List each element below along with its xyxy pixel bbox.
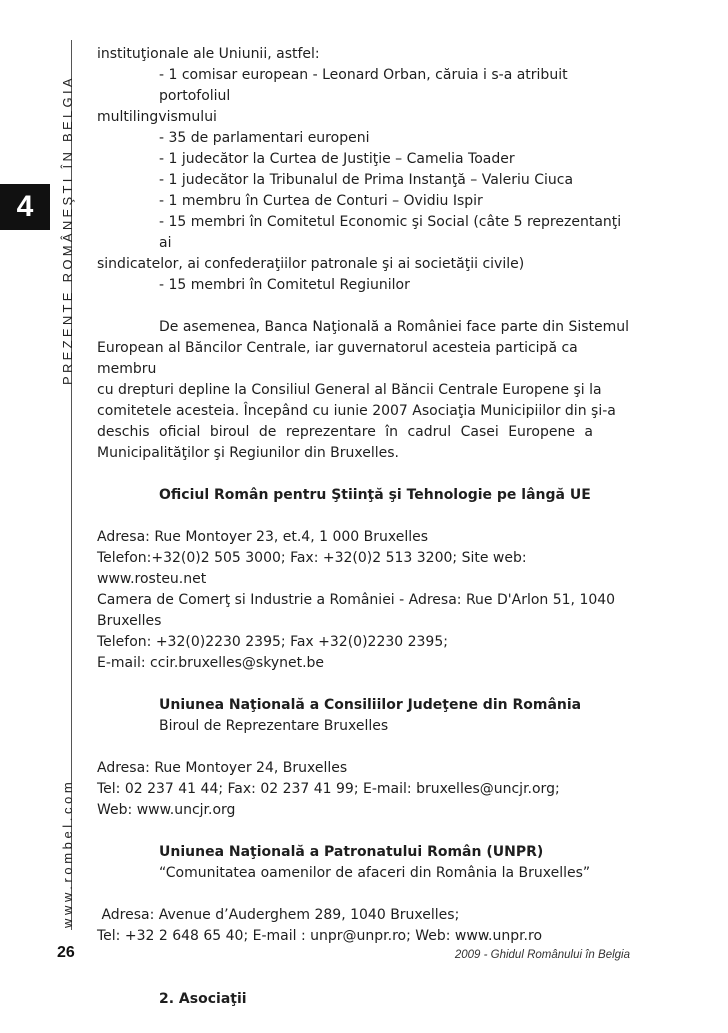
- sidebar-website: www.rombel.com: [60, 778, 75, 928]
- list-item: - 35 de parlamentari europeni: [159, 130, 370, 146]
- body-line: multilingvismului: [97, 109, 217, 125]
- contact-line: E-mail: ccir.bruxelles@skynet.be: [97, 655, 325, 671]
- contact-line: Web: www.uncjr.org: [97, 802, 236, 818]
- page-body: [97, 44, 631, 1010]
- running-footer-title: 2009 - Ghidul Românului în Belgia: [454, 949, 630, 961]
- section-heading: Oficiul Român pentru Ştiinţă şi Tehnologie pe lângă UE: [159, 487, 591, 503]
- body-line: instituţionale ale Uniunii, astfel:: [97, 46, 320, 62]
- list-item: - 1 comisar european - Leonard Orban, căruia i s-a atribuit portofoliul: [159, 67, 568, 104]
- contact-line: Tel: 02 237 41 44; Fax: 02 237 41 99; E-mail: bruxelles@uncjr.org;: [97, 781, 560, 797]
- spacer: [97, 884, 631, 905]
- spacer: [97, 737, 631, 758]
- paragraph-line: De asemenea, Banca Naţională a României face parte din Sistemul: [159, 319, 630, 335]
- section-heading: Uniunea Naţională a Consiliilor Judeţene din România: [159, 697, 582, 713]
- list-item: - 1 membru în Curtea de Conturi – Ovidiu Ispir: [159, 193, 483, 209]
- contact-line: Adresa: Rue Montoyer 24, Bruxelles: [97, 760, 348, 776]
- section-heading: 2. Asociaţii: [159, 991, 247, 1007]
- contact-line: Telefon:+32(0)2 505 3000; Fax: +32(0)2 513 3200; Site web: www.rosteu.net: [97, 550, 527, 587]
- list-item: - 1 judecător la Curtea de Justiţie – Camelia Toader: [159, 151, 515, 167]
- spacer: [97, 464, 631, 485]
- paragraph-line: Municipalităţilor şi Regiunilor din Bruxelles.: [97, 445, 400, 461]
- list-item: - 15 membri în Comitetul Economic şi Social (câte 5 reprezentanţi ai: [159, 214, 622, 251]
- contact-line: Bruxelles: [97, 613, 162, 629]
- contact-line: Adresa: Rue Montoyer 23, et.4, 1 000 Bruxelles: [97, 529, 429, 545]
- section-subheading: Biroul de Reprezentare Bruxelles: [159, 718, 389, 734]
- contact-line: Adresa: Avenue d’Auderghem 289, 1040 Bruxelles;: [97, 907, 460, 923]
- spacer: [97, 674, 631, 695]
- spacer: [97, 968, 631, 989]
- paragraph-line: comitetele acesteia. Începând cu iunie 2007 Asociaţia Municipiilor din şi-a: [97, 403, 616, 419]
- paragraph-line: deschis oficial biroul de reprezentare în cadrul Casei Europene a: [97, 424, 593, 440]
- contact-line: Camera de Comerţ si Industrie a României - Adresa: Rue D'Arlon 51, 1040: [97, 592, 616, 608]
- paragraph-line: European al Băncilor Centrale, iar guvernatorul acesteia participă ca membru: [97, 340, 578, 377]
- list-item: - 1 judecător la Tribunalul de Prima Instanţă – Valeriu Ciuca: [159, 172, 574, 188]
- chapter-number-tab: 4: [0, 184, 50, 230]
- sidebar-section-title: PREZENTE ROMÂNEŞTI ÎN BELGIA: [60, 75, 75, 385]
- page-number: 26: [57, 944, 75, 961]
- paragraph-line: cu drepturi depline la Consiliul General al Băncii Centrale Europene şi la: [97, 382, 602, 398]
- contact-line: Tel: +32 2 648 65 40; E-mail : unpr@unpr.ro; Web: www.unpr.ro: [97, 928, 543, 944]
- section-subheading: “Comunitatea oamenilor de afaceri din România la Bruxelles”: [159, 865, 591, 881]
- list-item: - 15 membri în Comitetul Regiunilor: [159, 277, 410, 293]
- spacer: [97, 821, 631, 842]
- section-heading: Uniunea Naţională a Patronatului Român (UNPR): [159, 844, 544, 860]
- body-line: sindicatelor, ai confederaţiilor patronale şi ai societăţii civile): [97, 256, 525, 272]
- contact-line: Telefon: +32(0)2230 2395; Fax +32(0)2230 2395;: [97, 634, 448, 650]
- spacer: [97, 506, 631, 527]
- spacer: [97, 296, 631, 317]
